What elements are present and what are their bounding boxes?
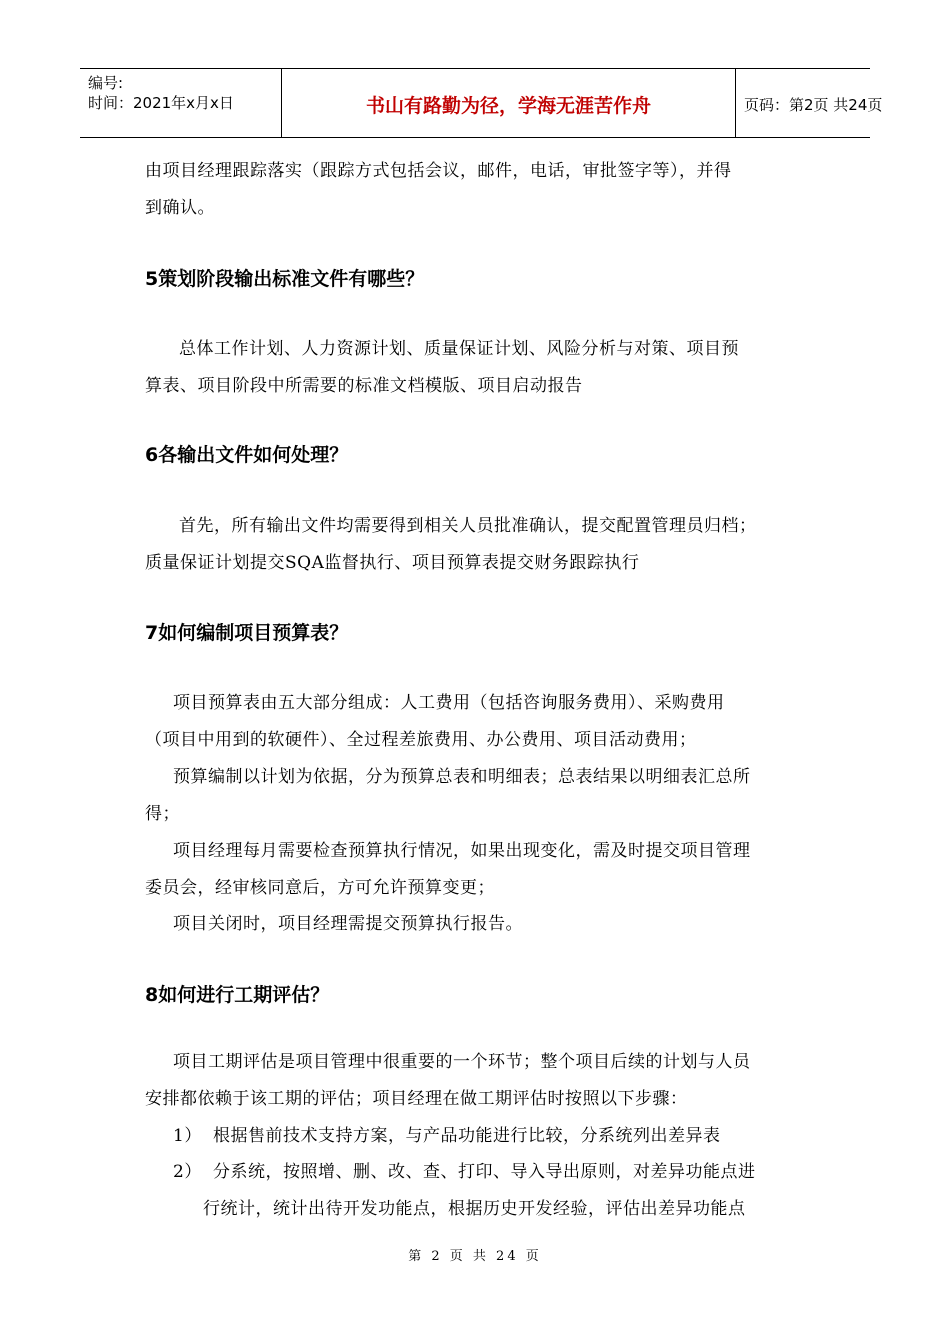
paragraph-line: （项目中用到的软硬件）、全过程差旅费用、办公费用、项目活动费用； [145, 730, 697, 750]
document-date: 时间：2021年x月x日 [88, 94, 234, 112]
paragraph-line: 到确认。 [145, 198, 215, 218]
document-code: 编号: [88, 74, 124, 92]
section-heading-7: 7如何编制项目预算表？ [145, 622, 349, 644]
header-page-info: 页码：第2页 共24页 [744, 96, 883, 114]
header-left-cell [80, 69, 282, 137]
paragraph-line: 项目经理每月需要检查预算执行情况，如果出现变化，需及时提交项目管理 [173, 841, 751, 861]
paragraph-line: 得； [145, 804, 180, 824]
paragraph-line: 委员会，经审核同意后，方可允许预算变更； [145, 878, 495, 898]
list-item-number: 2） [173, 1162, 202, 1182]
list-item-text: 行统计，统计出待开发功能点，根据历史开发经验，评估出差异功能点 [203, 1199, 746, 1219]
paragraph-line: 项目预算表由五大部分组成：人工费用（包括咨询服务费用）、采购费用 [173, 693, 725, 713]
list-item-text: 分系统，按照增、删、改、查、打印、导入导出原则，对差异功能点进 [213, 1162, 756, 1182]
paragraph-line: 项目关闭时，项目经理需提交预算执行报告。 [173, 914, 523, 934]
page-footer: 第 2 页 共 24 页 [408, 1249, 542, 1264]
paragraph-line: 安排都依赖于该工期的评估；项目经理在做工期评估时按照以下步骤： [145, 1089, 688, 1109]
paragraph-line: 总体工作计划、人力资源计划、质量保证计划、风险分析与对策、项目预 [179, 339, 739, 359]
section-heading-8: 8如何进行工期评估？ [145, 984, 330, 1006]
section-heading-5: 5策划阶段输出标准文件有哪些？ [145, 268, 425, 290]
header-right-cell [736, 69, 883, 137]
paragraph-line: 由项目经理跟踪落实（跟踪方式包括会议，邮件，电话，审批签字等），并得 [145, 161, 732, 181]
list-item-text: 根据售前技术支持方案，与产品功能进行比较，分系统列出差异表 [213, 1126, 721, 1146]
header-middle-cell [282, 69, 736, 137]
paragraph-line: 首先，所有输出文件均需要得到相关人员批准确认，提交配置管理员归档； [179, 516, 757, 536]
paragraph-line: 项目工期评估是项目管理中很重要的一个环节；整个项目后续的计划与人员 [173, 1052, 751, 1072]
page-header [80, 68, 883, 138]
section-heading-6: 6各输出文件如何处理？ [145, 444, 349, 466]
list-item-number: 1） [173, 1126, 202, 1146]
paragraph-line: 算表、项目阶段中所需要的标准文档模版、项目启动报告 [145, 376, 583, 396]
header-motto: 书山有路勤为径，学海无涯苦作舟 [365, 95, 651, 117]
paragraph-line: 质量保证计划提交SQA监督执行、项目预算表提交财务跟踪执行 [145, 553, 640, 573]
paragraph-line: 预算编制以计划为依据，分为预算总表和明细表；总表结果以明细表汇总所 [173, 767, 751, 787]
